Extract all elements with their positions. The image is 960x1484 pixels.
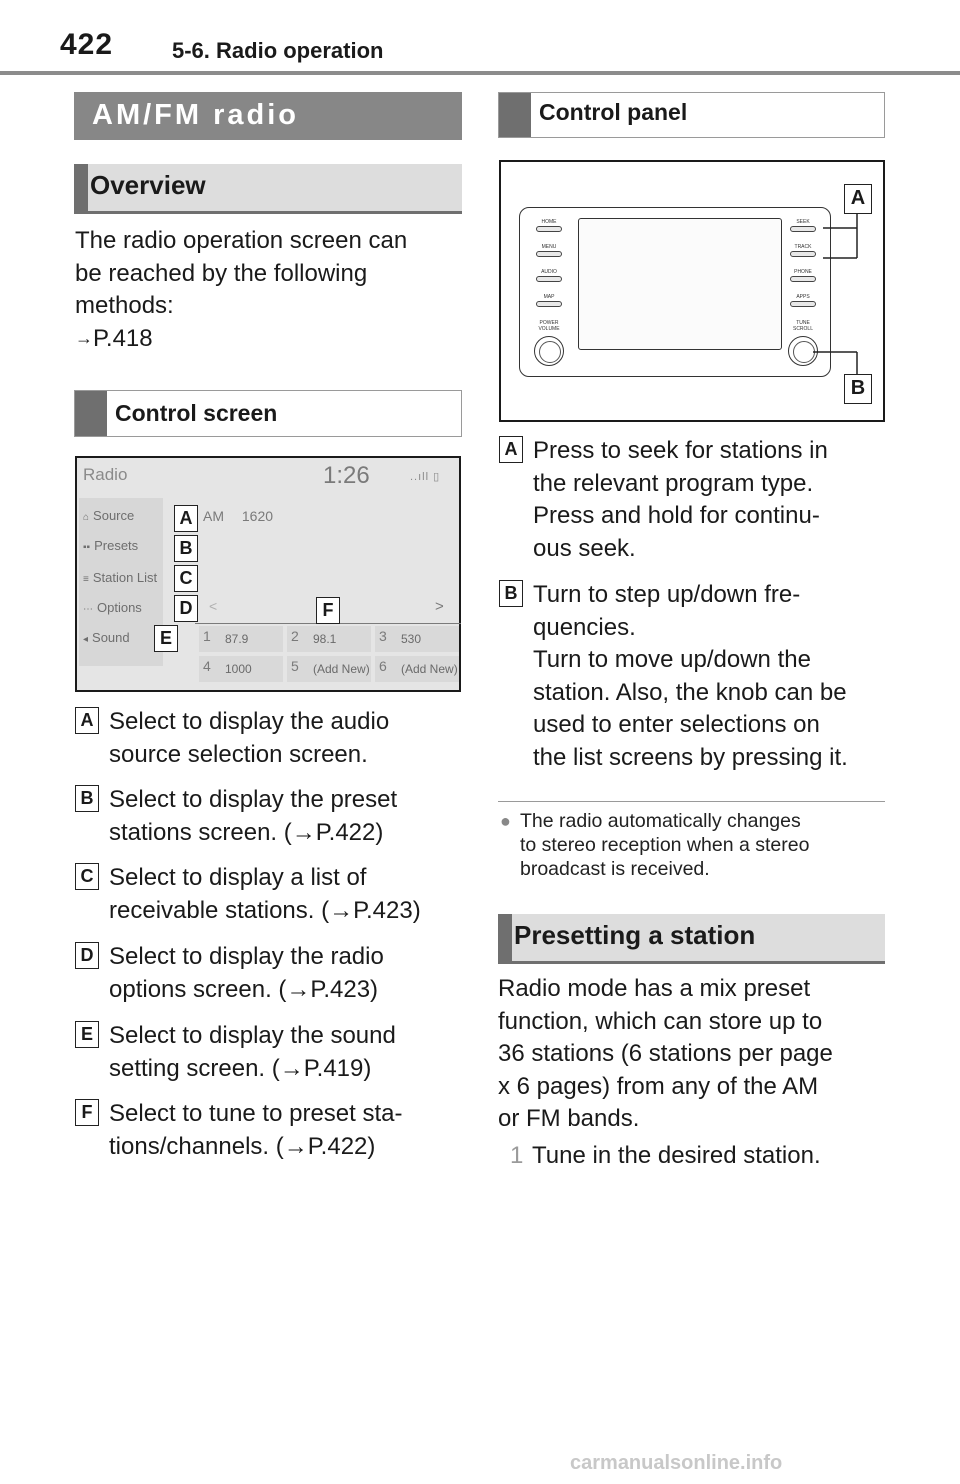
list-item <box>75 706 470 772</box>
presetting-line: x 6 pages) from any of the AM <box>498 1072 819 1100</box>
item-letter: D <box>75 942 99 969</box>
bullet-icon: ● <box>500 811 511 831</box>
note-text <box>520 809 890 881</box>
item-text <box>533 579 848 774</box>
preset-value: (Add New) <box>313 662 370 676</box>
overview-heading-bar <box>74 164 462 214</box>
item-line: Turn to move up/down the <box>533 646 811 673</box>
preset-value: 87.9 <box>225 632 249 646</box>
radio-screen-sidebar <box>79 498 163 666</box>
sidebar-item-presets[interactable] <box>83 538 138 553</box>
callout-c: C <box>174 565 198 592</box>
presetting-text <box>498 973 898 1136</box>
options-icon: ⋯ <box>83 604 93 615</box>
item-letter: B <box>75 785 99 812</box>
panel-callout-a: A <box>844 184 872 214</box>
presetting-line: function, which can store up to <box>498 1007 823 1035</box>
main-heading: AM/FM radio <box>92 99 299 131</box>
callout-a: A <box>174 505 198 532</box>
step-text: Tune in the desired station. <box>532 1142 821 1169</box>
item-line: Select to display the audio <box>109 708 390 735</box>
control-screen-heading-bar <box>74 390 462 437</box>
sidebar-item-label: Presets <box>94 538 139 553</box>
preset-number: 6 <box>379 658 387 674</box>
presetting-line: 36 stations (6 stations per page <box>498 1040 833 1067</box>
presetting-line: or FM bands. <box>498 1105 640 1132</box>
step-number: 1 <box>510 1142 524 1169</box>
item-letter: B <box>499 580 523 607</box>
callout-lines <box>501 162 887 424</box>
watermark: carmanualsonline.info <box>570 1452 783 1474</box>
callout-e: E <box>154 625 178 652</box>
panel-label: PHONE <box>794 269 812 275</box>
item-letter: F <box>75 1099 99 1126</box>
panel-label: SEEK <box>796 219 810 225</box>
preset-number: 3 <box>379 628 387 644</box>
item-line: used to enter selections on <box>533 711 820 738</box>
item-text <box>109 784 397 849</box>
band-label: AM <box>203 508 224 524</box>
callout-f: F <box>316 597 340 624</box>
item-line[interactable]: receivable stations. (→P.423) <box>109 896 421 924</box>
item-line: station. Also, the knob can be <box>533 678 847 706</box>
item-line: ous seek. <box>533 534 636 562</box>
list-item <box>75 1020 470 1086</box>
radio-screen-clock: 1:26 <box>323 462 370 489</box>
panel-label: AUDIO <box>541 269 557 275</box>
list-item <box>499 579 919 779</box>
callout-d: D <box>174 595 198 622</box>
item-line: the relevant program type. <box>533 469 814 497</box>
preset-value: 1000 <box>225 662 252 676</box>
sidebar-item-label: Sound <box>92 630 130 645</box>
item-line: Select to display a list of <box>109 864 367 891</box>
sidebar-item-station-list[interactable] <box>83 570 157 585</box>
note-line: The radio automatically changes <box>520 810 801 832</box>
overview-line: methods: <box>75 292 174 319</box>
panel-label: TRACK <box>794 244 812 250</box>
presets-icon: ▪▪ <box>83 542 91 553</box>
panel-label: MAP <box>543 294 555 300</box>
list-item <box>75 1098 470 1164</box>
list-item <box>75 941 470 1007</box>
item-letter: C <box>75 863 99 890</box>
preset-button-1[interactable] <box>199 626 283 652</box>
presetting-heading-bar <box>498 914 885 964</box>
heading-marker <box>498 914 512 961</box>
item-line: Select to display the preset <box>109 786 398 813</box>
preset-button-6[interactable] <box>375 656 459 682</box>
sidebar-item-label: Station List <box>92 570 158 585</box>
preset-button-5[interactable] <box>287 656 371 682</box>
callout-b: B <box>174 535 198 562</box>
item-letter: E <box>75 1021 99 1048</box>
item-line: source selection screen. <box>109 740 368 768</box>
overview-reference[interactable] <box>75 323 465 357</box>
item-text <box>109 862 421 927</box>
item-line[interactable]: setting screen. (→P.419) <box>109 1054 372 1082</box>
presetting-heading: Presetting a station <box>514 920 756 950</box>
item-text <box>109 941 384 1006</box>
preset-button-3[interactable] <box>375 626 459 652</box>
overview-heading: Overview <box>90 170 206 200</box>
subheading-marker <box>499 93 531 137</box>
item-line[interactable]: options screen. (→P.423) <box>109 975 379 1003</box>
control-panel-image <box>499 160 885 422</box>
radio-control-screen-image <box>75 456 461 692</box>
item-line[interactable]: stations screen. (→P.422) <box>109 818 384 846</box>
heading-marker <box>74 164 88 211</box>
control-screen-heading: Control screen <box>115 400 278 426</box>
overview-line: be reached by the following <box>75 259 368 287</box>
note-divider <box>498 801 885 802</box>
item-line: the list screens by pressing it. <box>533 743 848 771</box>
panel-label: APPS <box>796 294 810 300</box>
panel-label: HOME <box>541 219 557 225</box>
item-line: Select to display the sound <box>109 1022 396 1049</box>
preset-number: 2 <box>291 628 299 644</box>
preset-button-2[interactable] <box>287 626 371 652</box>
presetting-line: Radio mode has a mix preset <box>498 975 811 1002</box>
preset-value: 98.1 <box>313 632 337 646</box>
preset-page-next-icon[interactable]: > <box>435 598 444 615</box>
preset-button-4[interactable] <box>199 656 283 682</box>
sidebar-item-sound[interactable] <box>83 630 130 645</box>
overview-line: The radio operation screen can <box>75 227 408 254</box>
header-rule <box>0 71 960 75</box>
item-letter: A <box>499 436 523 463</box>
item-text <box>109 1098 403 1163</box>
item-line: Select to display the radio <box>109 943 384 970</box>
frequency-label: 1620 <box>241 508 274 524</box>
item-line: Turn to step up/down fre- <box>533 581 801 608</box>
chapter-title: 5-6. Radio operation <box>172 38 384 63</box>
page-number: 422 <box>60 28 114 61</box>
panel-label: POWER VOLUME <box>538 320 560 332</box>
preset-value: (Add New) <box>401 662 458 676</box>
sidebar-item-label: Source <box>93 508 135 523</box>
list-item <box>75 784 470 850</box>
list-item <box>75 862 470 928</box>
radio-screen-title: Radio <box>83 465 128 484</box>
overview-text <box>75 225 465 356</box>
item-text <box>533 435 828 565</box>
note-line: to stereo reception when a stereo <box>520 834 810 856</box>
panel-label: TUNE SCROLL <box>792 320 813 332</box>
control-panel-heading-bar <box>498 92 885 138</box>
item-text <box>109 1020 396 1085</box>
main-heading-bar <box>74 92 462 140</box>
signal-status-icon: ..ıll ▯ <box>410 471 441 483</box>
sidebar-item-options[interactable] <box>83 600 142 615</box>
note-line: broadcast is received. <box>520 858 710 880</box>
arrow-icon: → <box>75 327 93 348</box>
panel-label: MENU <box>541 244 557 250</box>
item-line: Select to tune to preset sta- <box>109 1100 403 1127</box>
item-line[interactable]: tions/channels. (→P.422) <box>109 1132 376 1160</box>
item-text <box>109 706 389 771</box>
speaker-icon: ◂ <box>83 634 89 645</box>
item-line: Press and hold for continu- <box>533 502 820 529</box>
item-line: quencies. <box>533 613 636 641</box>
subheading-marker <box>75 391 107 436</box>
item-line: Press to seek for stations in <box>533 437 828 464</box>
source-icon: ⌂ <box>83 512 90 523</box>
preset-number: 4 <box>203 658 211 674</box>
control-panel-heading: Control panel <box>539 99 688 125</box>
item-letter: A <box>75 707 99 734</box>
list-item <box>499 435 899 570</box>
preset-page-prev-icon[interactable]: < <box>209 598 218 614</box>
preset-number: 5 <box>291 658 299 674</box>
list-icon: ≡ <box>83 574 89 585</box>
panel-callout-b: B <box>844 374 872 404</box>
sidebar-item-source[interactable] <box>83 508 134 523</box>
preset-number: 1 <box>203 628 211 644</box>
sidebar-item-label: Options <box>97 600 142 615</box>
current-station <box>203 508 273 524</box>
preset-value: 530 <box>401 632 422 646</box>
overview-ref-link[interactable]: P.418 <box>93 324 153 352</box>
